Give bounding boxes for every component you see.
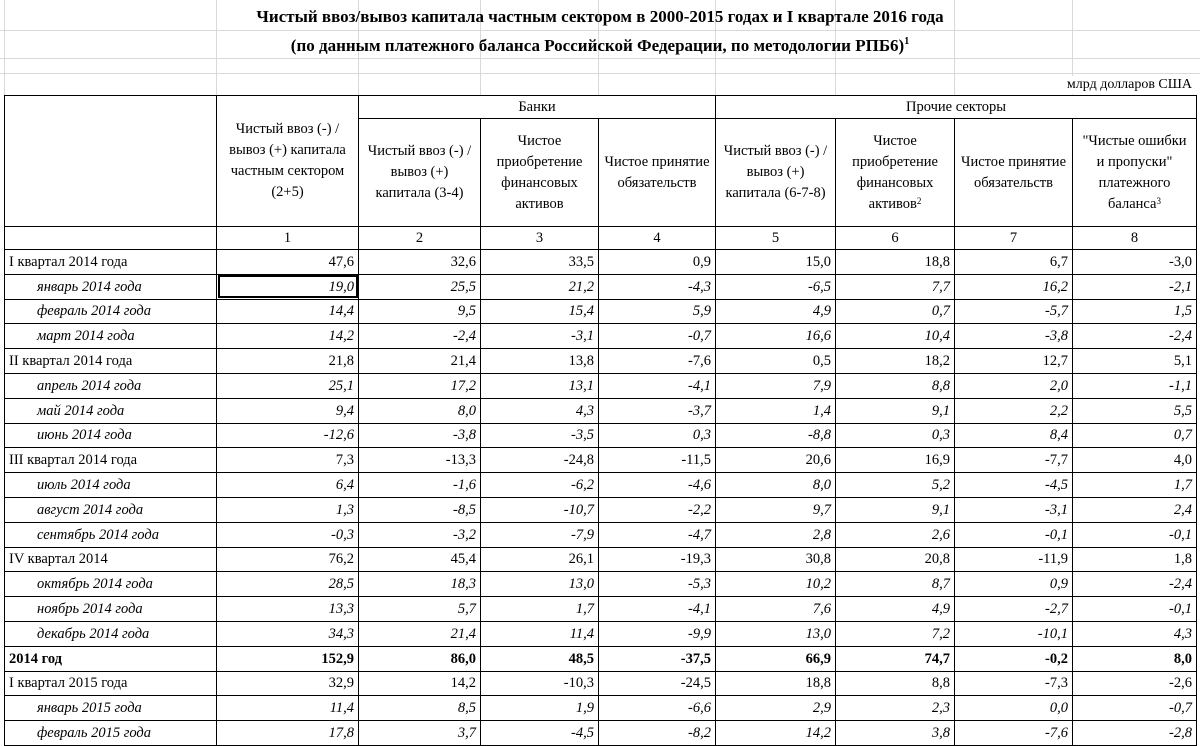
cell-col1[interactable]: 13,3: [217, 597, 359, 622]
cell-col1[interactable]: 14,2: [217, 324, 359, 349]
cell-col7[interactable]: 0,9: [955, 572, 1073, 597]
cell-col5[interactable]: -8,8: [716, 423, 836, 448]
cell-col3[interactable]: 48,5: [481, 646, 599, 671]
cell-col7[interactable]: 0,0: [955, 696, 1073, 721]
row-label[interactable]: декабрь 2014 года: [5, 621, 217, 646]
page-title: Чистый ввоз/вывоз капитала частным сектором в 2000-2015 годах и I квартале 2016 года: [256, 7, 944, 26]
cell-col1[interactable]: 7,3: [217, 448, 359, 473]
row-label[interactable]: август 2014 года: [5, 497, 217, 522]
cell-col1[interactable]: -0,3: [217, 522, 359, 547]
cell-col1[interactable]: 11,4: [217, 696, 359, 721]
cell-col8[interactable]: -1,1: [1073, 373, 1197, 398]
cell-col1[interactable]: -12,6: [217, 423, 359, 448]
cell-col4[interactable]: -4,7: [599, 522, 716, 547]
table-row: [5, 299, 1197, 324]
cell-col5[interactable]: 16,6: [716, 324, 836, 349]
table-row: [5, 398, 1197, 423]
cell-col6[interactable]: 0,3: [836, 423, 955, 448]
cell-col2[interactable]: 32,6: [359, 250, 481, 275]
column-number: 5: [716, 227, 836, 250]
cell-col8[interactable]: -2,1: [1073, 274, 1197, 299]
cell-col7[interactable]: -4,5: [955, 473, 1073, 498]
cell-col1[interactable]: 34,3: [217, 621, 359, 646]
cell-col1[interactable]: 1,3: [217, 497, 359, 522]
cell-col4[interactable]: -6,6: [599, 696, 716, 721]
cell-col1[interactable]: 32,9: [217, 671, 359, 696]
cell-col3[interactable]: -24,8: [481, 448, 599, 473]
table-row: [5, 373, 1197, 398]
row-label[interactable]: 2014 год: [5, 646, 217, 671]
cell-col2[interactable]: 21,4: [359, 349, 481, 374]
cell-col2[interactable]: 86,0: [359, 646, 481, 671]
cell-col2[interactable]: 45,4: [359, 547, 481, 572]
cell-col4[interactable]: -3,7: [599, 398, 716, 423]
cell-col6[interactable]: 8,7: [836, 572, 955, 597]
cell-col6[interactable]: 0,7: [836, 299, 955, 324]
cell-col7[interactable]: 2,0: [955, 373, 1073, 398]
table-row: [5, 597, 1197, 622]
cell-col6[interactable]: 9,1: [836, 497, 955, 522]
table-row: [5, 250, 1197, 275]
cell-col1[interactable]: 28,5: [217, 572, 359, 597]
cell-col5[interactable]: 30,8: [716, 547, 836, 572]
header-col1: Чистый ввоз (-) / вывоз (+) капитала частным сектором (2+5): [217, 96, 359, 227]
cell-col4[interactable]: -8,2: [599, 721, 716, 746]
cell-col1[interactable]: 17,8: [217, 721, 359, 746]
cell-col5[interactable]: 13,0: [716, 621, 836, 646]
cell-col3[interactable]: -3,1: [481, 324, 599, 349]
row-label[interactable]: февраль 2015 года: [5, 721, 217, 746]
footnote-mark: 2: [916, 195, 922, 206]
row-label[interactable]: май 2014 года: [5, 398, 217, 423]
cell-col1[interactable]: 47,6: [217, 250, 359, 275]
title-footnote: 1: [904, 36, 910, 47]
cell-col7[interactable]: -0,1: [955, 522, 1073, 547]
cell-col6[interactable]: 74,7: [836, 646, 955, 671]
cell-col5[interactable]: 7,9: [716, 373, 836, 398]
cell-col4[interactable]: -5,3: [599, 572, 716, 597]
cell-col3[interactable]: -3,5: [481, 423, 599, 448]
cell-col4[interactable]: -4,1: [599, 373, 716, 398]
cell-col1[interactable]: 25,1: [217, 373, 359, 398]
cell-col7[interactable]: -0,2: [955, 646, 1073, 671]
cell-col7[interactable]: -2,7: [955, 597, 1073, 622]
row-label[interactable]: июнь 2014 года: [5, 423, 217, 448]
cell-col6[interactable]: 3,8: [836, 721, 955, 746]
cell-col7[interactable]: 2,2: [955, 398, 1073, 423]
cell-col3[interactable]: -10,7: [481, 497, 599, 522]
cell-col7[interactable]: -3,1: [955, 497, 1073, 522]
cell-col2[interactable]: 3,7: [359, 721, 481, 746]
cell-col2[interactable]: 18,3: [359, 572, 481, 597]
cell-col8[interactable]: -2,6: [1073, 671, 1197, 696]
column-number-blank: [5, 227, 217, 250]
row-label[interactable]: январь 2014 года: [5, 274, 217, 299]
cell-col5[interactable]: 9,7: [716, 497, 836, 522]
table-row: [5, 671, 1197, 696]
cell-col5[interactable]: -6,5: [716, 274, 836, 299]
cell-col2[interactable]: -1,6: [359, 473, 481, 498]
cell-col8[interactable]: -2,4: [1073, 572, 1197, 597]
column-number: 8: [1073, 227, 1197, 250]
table-row: [5, 274, 1197, 299]
header-col3: Чистое приобретение финансовых активов: [481, 119, 599, 227]
cell-col8[interactable]: 5,5: [1073, 398, 1197, 423]
table-row: [5, 547, 1197, 572]
cell-col5[interactable]: 4,9: [716, 299, 836, 324]
cell-col2[interactable]: -3,8: [359, 423, 481, 448]
cell-col7[interactable]: -11,9: [955, 547, 1073, 572]
cell-col6[interactable]: 7,2: [836, 621, 955, 646]
table-row: [5, 473, 1197, 498]
cell-col2[interactable]: -2,4: [359, 324, 481, 349]
cell-col4[interactable]: -9,9: [599, 621, 716, 646]
cell-col3[interactable]: -7,9: [481, 522, 599, 547]
cell-col3[interactable]: 1,9: [481, 696, 599, 721]
cell-col7[interactable]: -10,1: [955, 621, 1073, 646]
cell-col5[interactable]: 18,8: [716, 671, 836, 696]
cell-col5[interactable]: 2,9: [716, 696, 836, 721]
header-group-banks: Банки: [359, 96, 716, 119]
row-label[interactable]: IV квартал 2014: [5, 547, 217, 572]
cell-col7[interactable]: -5,7: [955, 299, 1073, 324]
cell-col3[interactable]: 33,5: [481, 250, 599, 275]
cell-col3[interactable]: -10,3: [481, 671, 599, 696]
cell-col2[interactable]: 17,2: [359, 373, 481, 398]
cell-col8[interactable]: 5,1: [1073, 349, 1197, 374]
cell-col2[interactable]: -13,3: [359, 448, 481, 473]
cell-col5[interactable]: 20,6: [716, 448, 836, 473]
table-row: [5, 324, 1197, 349]
cell-col7[interactable]: -7,3: [955, 671, 1073, 696]
cell-col8[interactable]: 2,4: [1073, 497, 1197, 522]
header-col4: Чистое принятие обязательств: [599, 119, 716, 227]
cell-col4[interactable]: -4,3: [599, 274, 716, 299]
cell-col5[interactable]: 0,5: [716, 349, 836, 374]
cell-col8[interactable]: -3,0: [1073, 250, 1197, 275]
table-row: [5, 349, 1197, 374]
cell-col4[interactable]: -2,2: [599, 497, 716, 522]
cell-col1[interactable]: 21,8: [217, 349, 359, 374]
header-col2: Чистый ввоз (-) / вывоз (+) капитала (3-4): [359, 119, 481, 227]
cell-col2[interactable]: 8,0: [359, 398, 481, 423]
cell-col6[interactable]: 2,6: [836, 522, 955, 547]
cell-col7[interactable]: 12,7: [955, 349, 1073, 374]
header-corner: [5, 96, 217, 227]
cell-col4[interactable]: -7,6: [599, 349, 716, 374]
cell-col6[interactable]: 20,8: [836, 547, 955, 572]
cell-col6[interactable]: 16,9: [836, 448, 955, 473]
header-group-other-sectors: Прочие секторы: [716, 96, 1197, 119]
row-label[interactable]: октябрь 2014 года: [5, 572, 217, 597]
cell-col4[interactable]: -4,1: [599, 597, 716, 622]
cell-col3[interactable]: 15,4: [481, 299, 599, 324]
cell-col2[interactable]: 5,7: [359, 597, 481, 622]
cell-col2[interactable]: 14,2: [359, 671, 481, 696]
row-label[interactable]: III квартал 2014 года: [5, 448, 217, 473]
cell-col5[interactable]: 2,8: [716, 522, 836, 547]
column-number: 3: [481, 227, 599, 250]
cell-col5[interactable]: 1,4: [716, 398, 836, 423]
cell-col8[interactable]: 1,5: [1073, 299, 1197, 324]
table-row: [5, 721, 1197, 746]
table-row: [5, 522, 1197, 547]
cell-col7[interactable]: -7,7: [955, 448, 1073, 473]
cell-col1[interactable]: 152,9: [217, 646, 359, 671]
cell-col4[interactable]: -19,3: [599, 547, 716, 572]
unit-label: млрд долларов США: [1063, 76, 1192, 94]
cell-col4[interactable]: -11,5: [599, 448, 716, 473]
cell-col5[interactable]: 10,2: [716, 572, 836, 597]
cell-col1[interactable]: 19,0: [217, 274, 359, 299]
cell-col6[interactable]: 18,2: [836, 349, 955, 374]
cell-col6[interactable]: 9,1: [836, 398, 955, 423]
cell-col5[interactable]: 66,9: [716, 646, 836, 671]
row-label[interactable]: февраль 2014 года: [5, 299, 217, 324]
cell-col2[interactable]: 8,5: [359, 696, 481, 721]
cell-col8[interactable]: -2,4: [1073, 324, 1197, 349]
cell-col3[interactable]: 21,2: [481, 274, 599, 299]
cell-col7[interactable]: -3,8: [955, 324, 1073, 349]
cell-col8[interactable]: 8,0: [1073, 646, 1197, 671]
cell-col8[interactable]: -0,1: [1073, 597, 1197, 622]
cell-col3[interactable]: 4,3: [481, 398, 599, 423]
cell-col4[interactable]: 0,9: [599, 250, 716, 275]
column-number: 7: [955, 227, 1073, 250]
cell-col3[interactable]: -4,5: [481, 721, 599, 746]
footnote-mark: 3: [1156, 195, 1161, 206]
cell-col8[interactable]: 4,3: [1073, 621, 1197, 646]
cell-col2[interactable]: 21,4: [359, 621, 481, 646]
cell-col5[interactable]: 8,0: [716, 473, 836, 498]
row-label[interactable]: ноябрь 2014 года: [5, 597, 217, 622]
table-row: [5, 572, 1197, 597]
cell-col2[interactable]: -8,5: [359, 497, 481, 522]
cell-col6[interactable]: 8,8: [836, 373, 955, 398]
header-col5: Чистый ввоз (-) / вывоз (+) капитала (6-7-8): [716, 119, 836, 227]
table-row: [5, 621, 1197, 646]
capital-flows-table: [4, 95, 1197, 746]
cell-col7[interactable]: 6,7: [955, 250, 1073, 275]
row-label[interactable]: апрель 2014 года: [5, 373, 217, 398]
cell-col6[interactable]: 8,8: [836, 671, 955, 696]
table-body: [5, 250, 1197, 746]
cell-col3[interactable]: 13,8: [481, 349, 599, 374]
column-number: 6: [836, 227, 955, 250]
cell-col5[interactable]: 14,2: [716, 721, 836, 746]
cell-col4[interactable]: -24,5: [599, 671, 716, 696]
cell-col7[interactable]: -7,6: [955, 721, 1073, 746]
table-row: [5, 423, 1197, 448]
cell-col3[interactable]: 1,7: [481, 597, 599, 622]
cell-col3[interactable]: 11,4: [481, 621, 599, 646]
cell-col2[interactable]: 9,5: [359, 299, 481, 324]
cell-col6[interactable]: 4,9: [836, 597, 955, 622]
page-subtitle: (по данным платежного баланса Российской Федерации, по методологии РПБ6)$^1$: [290, 36, 910, 55]
cell-col3[interactable]: 13,0: [481, 572, 599, 597]
cell-col8[interactable]: 1,8: [1073, 547, 1197, 572]
cell-col8[interactable]: -0,1: [1073, 522, 1197, 547]
row-label[interactable]: I квартал 2015 года: [5, 671, 217, 696]
cell-col7[interactable]: 8,4: [955, 423, 1073, 448]
row-label[interactable]: март 2014 года: [5, 324, 217, 349]
cell-col8[interactable]: 1,7: [1073, 473, 1197, 498]
cell-col2[interactable]: -3,2: [359, 522, 481, 547]
cell-col6[interactable]: 7,7: [836, 274, 955, 299]
cell-col6[interactable]: 10,4: [836, 324, 955, 349]
table-row: [5, 646, 1197, 671]
cell-col4[interactable]: 5,9: [599, 299, 716, 324]
cell-col1[interactable]: 14,4: [217, 299, 359, 324]
cell-col4[interactable]: -0,7: [599, 324, 716, 349]
cell-col3[interactable]: 13,1: [481, 373, 599, 398]
cell-col4[interactable]: 0,3: [599, 423, 716, 448]
cell-col1[interactable]: 6,4: [217, 473, 359, 498]
header-col6: Чистое приобретение финансовых активов$^2$: [836, 119, 955, 227]
cell-col8[interactable]: 0,7: [1073, 423, 1197, 448]
cell-col8[interactable]: 4,0: [1073, 448, 1197, 473]
cell-col8[interactable]: -2,8: [1073, 721, 1197, 746]
row-label[interactable]: январь 2015 года: [5, 696, 217, 721]
cell-col6[interactable]: 2,3: [836, 696, 955, 721]
row-label[interactable]: I квартал 2014 года: [5, 250, 217, 275]
cell-col8[interactable]: -0,7: [1073, 696, 1197, 721]
row-label[interactable]: II квартал 2014 года: [5, 349, 217, 374]
cell-col2[interactable]: 25,5: [359, 274, 481, 299]
header-col8: "Чистые ошибки и пропуски" платежного баланса$^3$: [1073, 119, 1197, 227]
table-row: [5, 448, 1197, 473]
row-label[interactable]: сентябрь 2014 года: [5, 522, 217, 547]
column-number: 1: [217, 227, 359, 250]
row-label[interactable]: июль 2014 года: [5, 473, 217, 498]
column-number: 4: [599, 227, 716, 250]
cell-col3[interactable]: -6,2: [481, 473, 599, 498]
table-row: [5, 497, 1197, 522]
cell-col7[interactable]: 16,2: [955, 274, 1073, 299]
header-col7: Чистое принятие обязательств: [955, 119, 1073, 227]
cell-col1[interactable]: 76,2: [217, 547, 359, 572]
cell-col5[interactable]: 7,6: [716, 597, 836, 622]
column-number: 2: [359, 227, 481, 250]
cell-col6[interactable]: 18,8: [836, 250, 955, 275]
table-row: [5, 696, 1197, 721]
cell-col6[interactable]: 5,2: [836, 473, 955, 498]
cell-col4[interactable]: -4,6: [599, 473, 716, 498]
cell-col1[interactable]: 9,4: [217, 398, 359, 423]
cell-col4[interactable]: -37,5: [599, 646, 716, 671]
cell-col5[interactable]: 15,0: [716, 250, 836, 275]
cell-col3[interactable]: 26,1: [481, 547, 599, 572]
